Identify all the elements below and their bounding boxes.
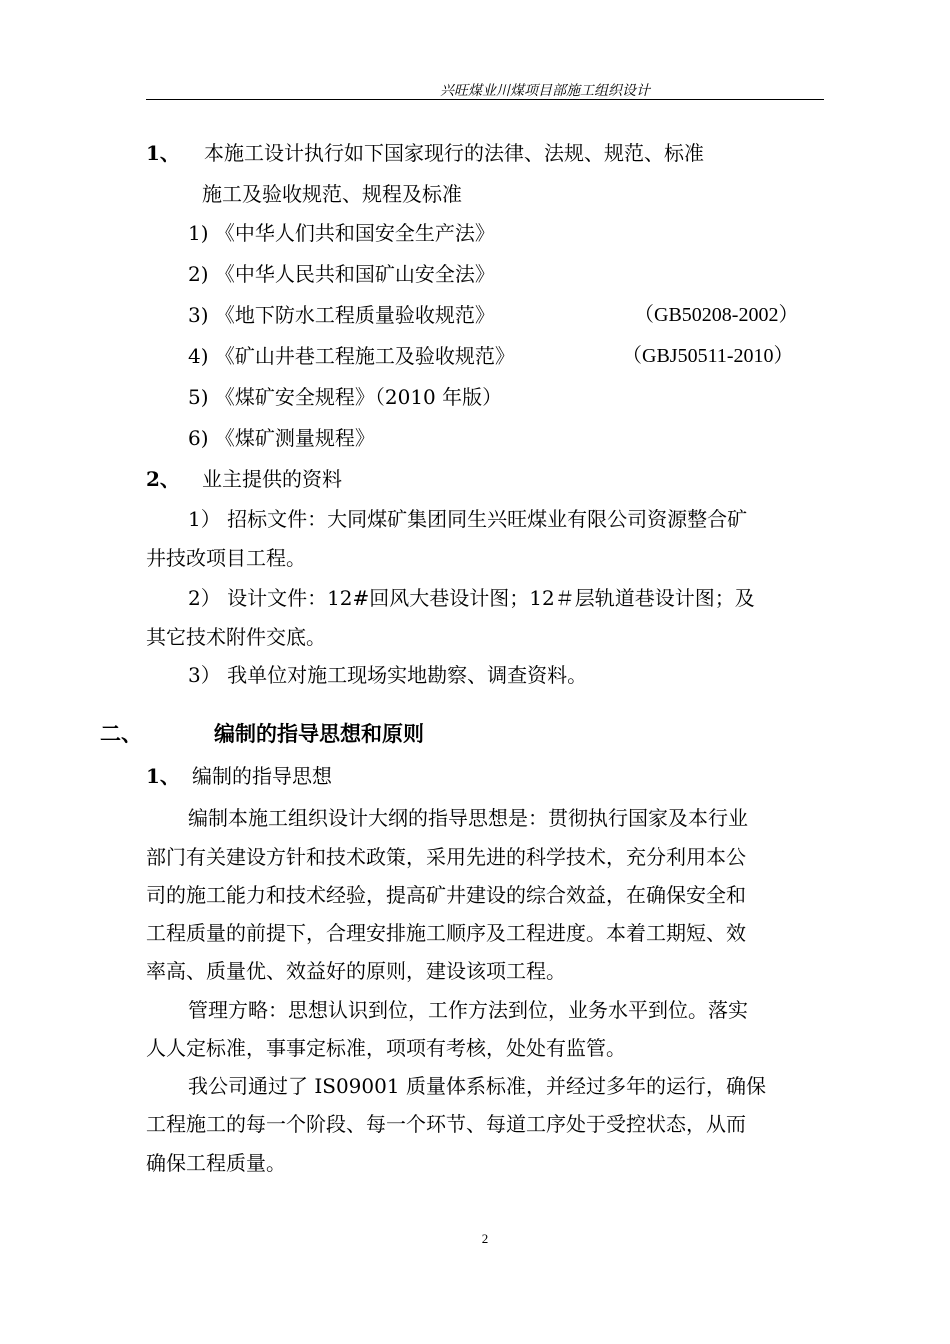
paragraph-line: 1） 招标文件：大同煤矿集团同生兴旺煤业有限公司资源整合矿 [188,507,748,531]
paragraph-line: 管理方略：思想认识到位，工作方法到位，业务水平到位。落实 [188,998,748,1022]
section2-item1-title: 编制的指导思想 [192,764,332,788]
paragraph-line: 率高、质量优、效益好的原则，建设该项工程。 [146,959,566,983]
section2-number: 二、 [100,722,142,746]
paragraph-line: 工程质量的前提下，合理安排施工顺序及工程进度。本着工期短、效 [146,921,746,945]
page-number: 2 [481,1231,489,1246]
ref-item: 4) 《矿山井巷工程施工及验收规范》 [188,344,515,368]
ref-item: 5) 《煤矿安全规程》（2010 年版） [188,385,503,409]
ref-item: 6) 《煤矿测量规程》 [188,426,375,450]
paragraph-line: 司的施工能力和技术经验，提高矿井建设的综合效益，在确保安全和 [146,883,746,907]
paragraph-line: 部门有关建设方针和技术政策，采用先进的科学技术，充分利用本公 [146,845,746,869]
ref-code: （GBJ50511-2010） [622,345,794,367]
ref-item: 1) 《中华人们共和国安全生产法》 [188,221,495,245]
paragraph-line: 3） 我单位对施工现场实地勘察、调查资料。 [188,663,588,687]
paragraph-line: 2） 设计文件：12#回风大巷设计图；12＃层轨道巷设计图；及 [188,586,755,610]
paragraph-line: 工程施工的每一个阶段、每一个环节、每道工序处于受控状态，从而 [146,1112,746,1136]
paragraph-line: 人人定标准，事事定标准，项项有考核，处处有监管。 [146,1036,626,1060]
item1-subtitle: 施工及验收规范、规程及标准 [202,182,462,206]
item2-number: 2、 [146,467,180,491]
header-rule [146,99,824,100]
paragraph-line: 其它技术附件交底。 [146,625,326,649]
section2-title: 编制的指导思想和原则 [214,722,424,746]
item1-title: 本施工设计执行如下国家现行的法律、法规、规范、标准 [204,141,704,165]
ref-code: （GB50208-2002） [634,304,799,326]
paragraph-line: 井技改项目工程。 [146,546,306,570]
section2-item1-number: 1、 [146,764,180,788]
ref-item: 2) 《中华人民共和国矿山安全法》 [188,262,495,286]
paragraph-line: 确保工程质量。 [146,1151,286,1175]
header-title: 兴旺煤业川煤项目部施工组织设计 [440,83,650,99]
ref-item: 3) 《地下防水工程质量验收规范》 [188,303,495,327]
paragraph-line: 我公司通过了 IS09001 质量体系标准，并经过多年的运行，确保 [188,1074,766,1098]
paragraph-line: 编制本施工组织设计大纲的指导思想是：贯彻执行国家及本行业 [188,806,748,830]
item1-number: 1、 [146,141,180,165]
item2-title: 业主提供的资料 [202,467,342,491]
